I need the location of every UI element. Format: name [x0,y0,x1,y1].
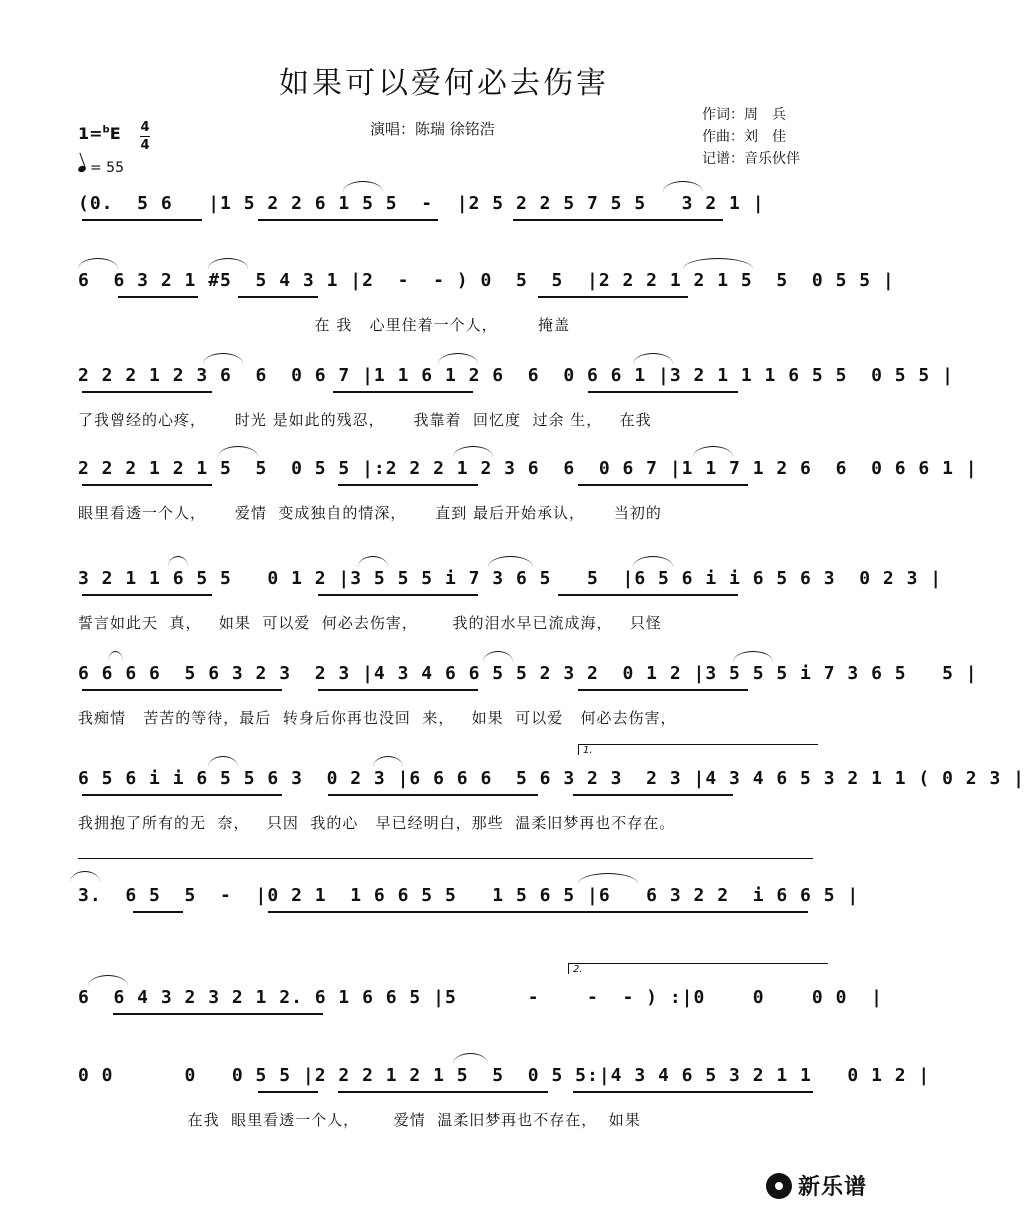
volta-2-label: 2. [573,964,583,975]
transcriber-credit: 记谱：音乐伙伴 [702,151,800,167]
lyrics-line: 了我曾经的心疼， 时光 是如此的残忍， 我靠着 回忆度 过余 生， 在我 [78,411,652,429]
time-top: 4 [140,120,150,135]
tempo-marking [78,160,124,176]
lyrics-line: 我痴情 苦苦的等待，最后 转身后你再也没回 来， 如果 可以爱 何必去伤害， [78,709,677,727]
key-note: E [109,124,121,143]
notes-line: 0 0 0 0 5 5 |2 2 2 1 2 1 5 5 0 5 5:|4 3 4 6 5 3 2 1 1 0 1 2 | [78,1065,931,1086]
notes-line: 3 2 1 1 6 5 5 0 1 2 |3 5 5 5 i 7 3 6 5 5 |6 5 6 i i 6 5 6 3 0 2 3 | [78,568,943,589]
time-bottom: 4 [140,138,150,153]
lyrics-line: 眼里看透一个人， 爱情 变成独自的情深， 直到 最后开始承认， 当初的 [78,504,662,522]
music-disc-icon [766,1173,792,1199]
key-signature [78,124,121,143]
notes-line: 2 2 2 1 2 3 6 6 0 6 7 |1 1 6 1 2 6 6 0 6 6 1 |3 2 1 1 1 6 5 5 0 5 5 | [78,365,954,386]
song-title: 如果可以爱何必去伤害 [279,66,609,101]
lyricist-credit: 作词：周 兵 [702,107,786,123]
site-logo [766,1170,867,1201]
credits-block [702,104,800,170]
logo-text: 新乐谱 [798,1175,868,1200]
lyrics-line: 在 我 心里住着一个人， 掩盖 [78,316,570,334]
volta-1 [578,744,818,755]
composer-credit: 作曲：刘 佳 [702,129,786,145]
volta-2 [568,963,828,974]
volta-continuation-line [78,858,813,859]
notes-line: 6 6 3 2 1 #5 5 4 3 1 |2 - - ) 0 5 5 |2 2 2 1 2 1 5 5 0 5 5 | [78,270,895,291]
notes-line: 3. 6 5 5 - |0 2 1 1 6 6 5 5 1 5 6 5 |6 6 3 2 2 i 6 6 5 | [78,885,860,906]
lyrics-line: 在我 眼里看透一个人， 爱情 温柔旧梦再也不存在， 如果 [78,1111,641,1129]
notes-line: 2 2 2 1 2 1 5 5 0 5 5 |:2 2 2 1 2 3 6 6 0 6 7 |1 1 7 1 2 6 6 0 6 6 1 | [78,458,978,479]
singer-credit: 演唱：陈瑞 徐铭浩 [370,120,495,138]
volta-1-label: 1. [583,745,593,756]
tempo-value: = 55 [90,160,124,176]
time-signature [140,120,150,153]
quarter-note-icon [77,165,87,173]
notes-line: 6 5 6 i i 6 5 5 6 3 0 2 3 |6 6 6 6 5 6 3 2 3 2 3 |4 3 4 6 5 3 2 1 1 ( 0 2 3 | [78,768,1025,789]
notes-line: 6 6 4 3 2 3 2 1 2. 6 1 6 6 5 |5 - - - ) :|0 0 0 0 | [78,987,883,1008]
notes-line: (0. 5 6 |1 5 2 2 6 1 5 5 - |2 5 2 2 5 7 5 5 3 2 1 | [78,193,765,214]
lyrics-line: 誓言如此天 真， 如果 可以爱 何必去伤害， 我的泪水早已流成海， 只怪 [78,614,662,632]
flat-sign: b [102,124,110,136]
notes-line: 6 6 6 6 5 6 3 2 3 2 3 |4 3 4 6 6 5 5 2 3 2 0 1 2 |3 5 5 5 i 7 3 6 5 5 | [78,663,978,684]
lyrics-line: 我拥抱了所有的无 奈， 只因 我的心 早已经明白，那些 温柔旧梦再也不存在。 [78,814,676,832]
key-prefix: 1= [78,124,103,143]
